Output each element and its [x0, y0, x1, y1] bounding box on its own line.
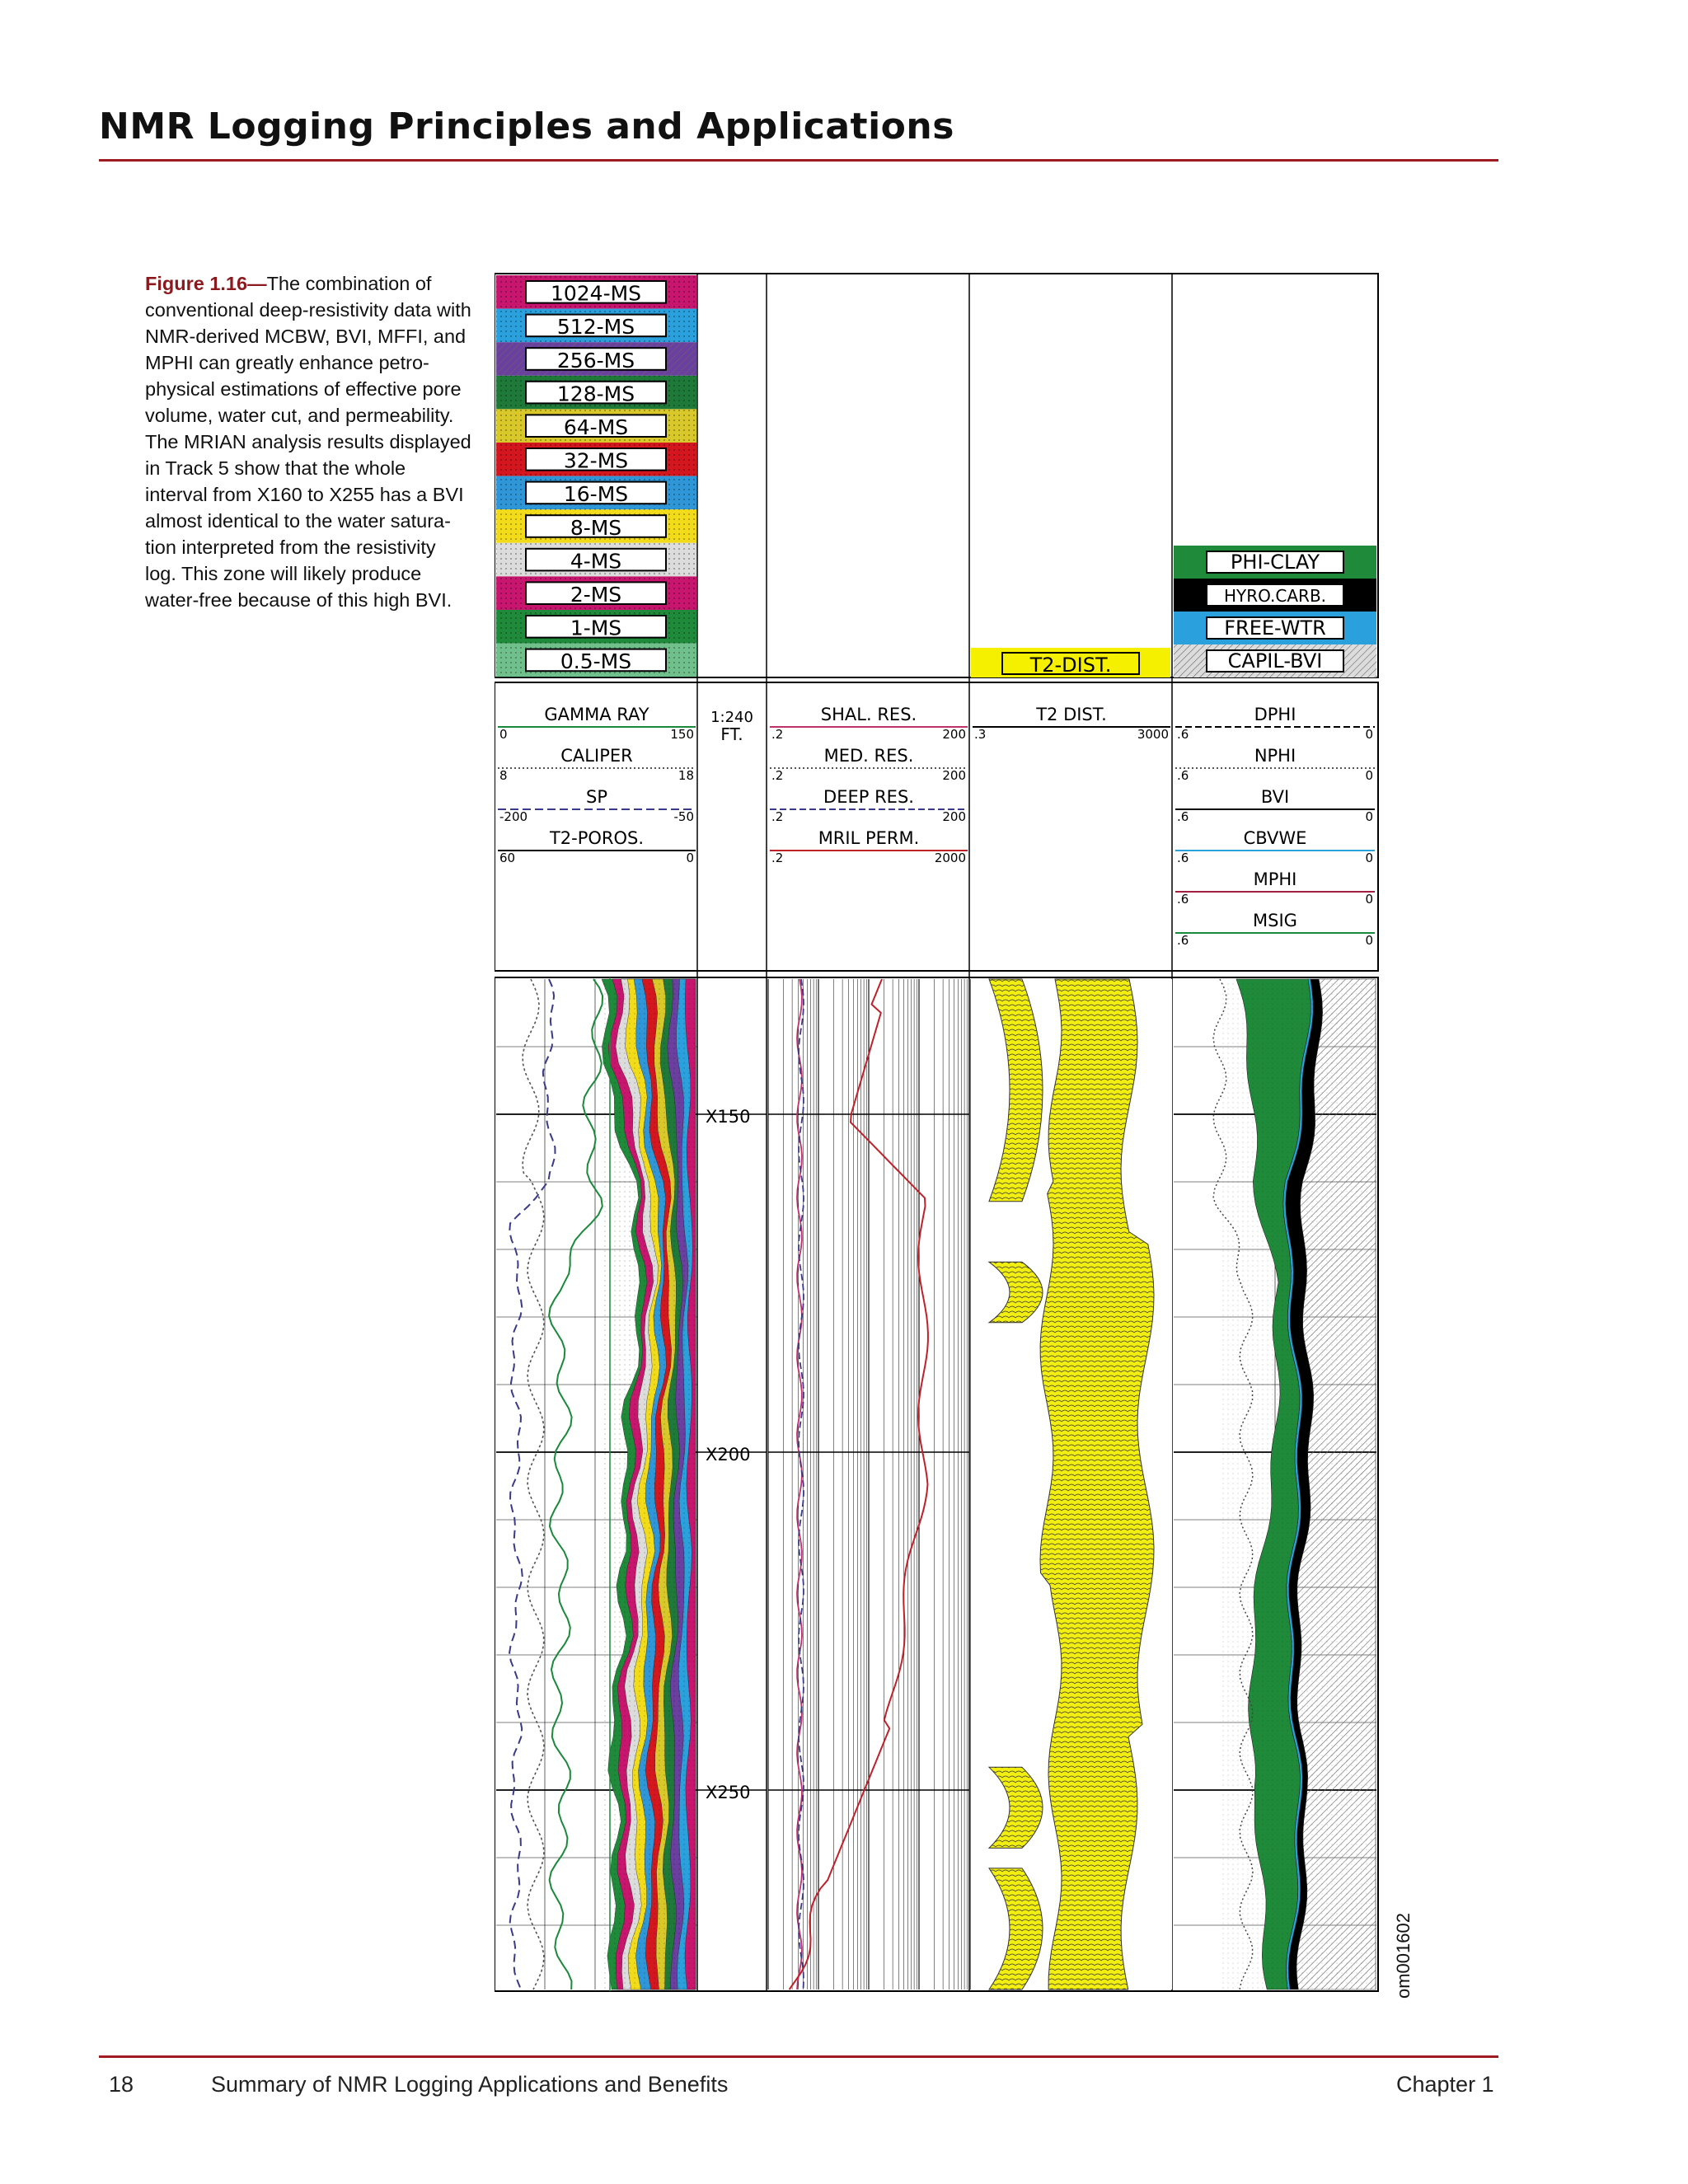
scale-left: .2	[771, 809, 784, 824]
footer-section: Summary of NMR Logging Applications and Benefits	[211, 2072, 729, 2097]
scale-left: .6	[1177, 851, 1189, 865]
depth-scale-header	[710, 709, 753, 744]
curve-name: BVI	[1260, 787, 1290, 807]
track5-curve-headers	[1175, 705, 1375, 948]
depth-label: X200	[706, 1445, 751, 1465]
scale-left: -200	[499, 809, 528, 824]
legend-label: 4-MS	[570, 549, 622, 574]
depth-label: X250	[706, 1783, 751, 1802]
volumetric-texture	[1220, 979, 1376, 1990]
curve-name: NPHI	[1254, 746, 1296, 766]
figure-label: Figure 1.16—	[145, 273, 267, 294]
track4-curve-headers	[973, 705, 1170, 742]
scale-right: 2000	[934, 851, 966, 865]
t2-distribution-display	[971, 979, 1172, 1990]
curve-name: DEEP RES.	[823, 787, 914, 807]
legend-label: CAPIL-BVI	[1227, 649, 1323, 673]
legend-label: 2-MS	[570, 583, 622, 607]
bin-texture	[602, 979, 696, 1990]
scale-left: .2	[771, 851, 784, 865]
scale-right: 0	[686, 851, 694, 865]
scale-left: 60	[499, 851, 516, 865]
mril-perm-curve	[790, 979, 928, 1990]
t2-bin-distribution	[602, 979, 696, 1990]
track5-volumetrics	[1213, 979, 1376, 1990]
legend-label: 128-MS	[556, 382, 635, 406]
legend-label: 1024-MS	[550, 281, 642, 306]
legend-label: 16-MS	[563, 482, 629, 507]
scale-right: 0	[1365, 809, 1373, 824]
curve-name: SP	[586, 787, 607, 807]
scale-right: 200	[942, 809, 966, 824]
curve-name: DPHI	[1254, 705, 1296, 724]
scale-left: .3	[974, 727, 987, 742]
legend-label: 512-MS	[556, 315, 635, 340]
curve-name: MED. RES.	[823, 746, 914, 766]
scale-left: .6	[1177, 892, 1189, 907]
scale-right: 3000	[1137, 727, 1169, 742]
scale-right: 18	[678, 768, 694, 783]
nmr-log-figure	[495, 270, 1385, 1994]
curve-name: T2 DIST.	[1036, 705, 1107, 724]
page-number: 18	[109, 2072, 134, 2097]
curve-name: MPHI	[1253, 869, 1297, 889]
legend-label: 64-MS	[563, 415, 629, 439]
scale-left: .6	[1177, 809, 1189, 824]
curve-header-frame	[495, 682, 1378, 971]
depth-scale: 1:240	[710, 709, 753, 726]
legend-label: HYRO.CARB.	[1223, 586, 1327, 606]
scale-left: .6	[1177, 933, 1189, 948]
depth-unit: FT.	[720, 724, 743, 744]
scale-right: 0	[1365, 851, 1373, 865]
depth-labels	[706, 1107, 750, 1802]
header-rule	[99, 159, 1498, 162]
track5-legend	[1174, 546, 1376, 677]
legend-label: 1-MS	[570, 616, 622, 640]
caliper-curve	[523, 979, 544, 1990]
figure-id: om001602	[1393, 1913, 1414, 1999]
scale-right: 150	[670, 727, 694, 742]
footer-rule	[99, 2055, 1498, 2058]
curve-name: T2-POROS.	[549, 828, 645, 848]
scale-left: .2	[771, 768, 784, 783]
gamma-ray-curve	[549, 979, 603, 1990]
caption-text: The combination of conventional deep-resistivity data with NMR-derived MCBW, BVI, MFFI, and MPHI can greatly enhance petrophysical estimations of effective pore volume, water cut, and permeability. The MRIAN analysis results displayed in Track 5 show that the whole interval from X160 to X255 has a BVI almost identical to the water saturation interpreted from the resistivity log. This zone will likely produce water-free because of this high BVI.	[145, 273, 471, 611]
scale-right: 0	[1365, 768, 1373, 783]
track3-curve-headers	[770, 705, 968, 865]
legend-label: 32-MS	[563, 448, 629, 473]
scale-right: 200	[942, 727, 966, 742]
legend-label: PHI-CLAY	[1230, 551, 1320, 574]
scale-left: .6	[1177, 727, 1189, 742]
track1-curve-headers	[498, 705, 696, 865]
scale-right: -50	[673, 809, 694, 824]
scale-left: .2	[771, 727, 784, 742]
curve-name: CALIPER	[560, 746, 633, 766]
scale-right: 200	[942, 768, 966, 783]
page-header-title: NMR Logging Principles and Applications	[99, 105, 954, 148]
curve-name: SHAL. RES.	[820, 705, 917, 724]
curve-name: MSIG	[1253, 911, 1297, 930]
legend-label: FREE-WTR	[1224, 616, 1326, 640]
figure-caption	[145, 270, 471, 613]
scale-right: 0	[1365, 892, 1373, 907]
legend-label: 256-MS	[556, 348, 635, 373]
curve-name: MRIL PERM.	[818, 828, 920, 848]
scale-left: 8	[499, 768, 508, 783]
scale-left: .6	[1177, 768, 1189, 783]
track1-legend	[496, 275, 696, 677]
sp-curve	[509, 979, 555, 1990]
footer-chapter: Chapter 1	[1396, 2072, 1494, 2097]
scale-right: 0	[1365, 727, 1373, 742]
depth-label: X150	[706, 1107, 751, 1127]
legend-label: 0.5-MS	[560, 649, 632, 674]
legend-label: 8-MS	[570, 515, 622, 540]
curve-name: GAMMA RAY	[544, 705, 649, 724]
scale-right: 0	[1365, 933, 1373, 948]
scale-left: 0	[499, 727, 508, 742]
track4-legend	[971, 648, 1170, 677]
t2-dist-label: T2-DIST.	[1029, 654, 1112, 677]
curve-name: CBVWE	[1243, 828, 1307, 848]
